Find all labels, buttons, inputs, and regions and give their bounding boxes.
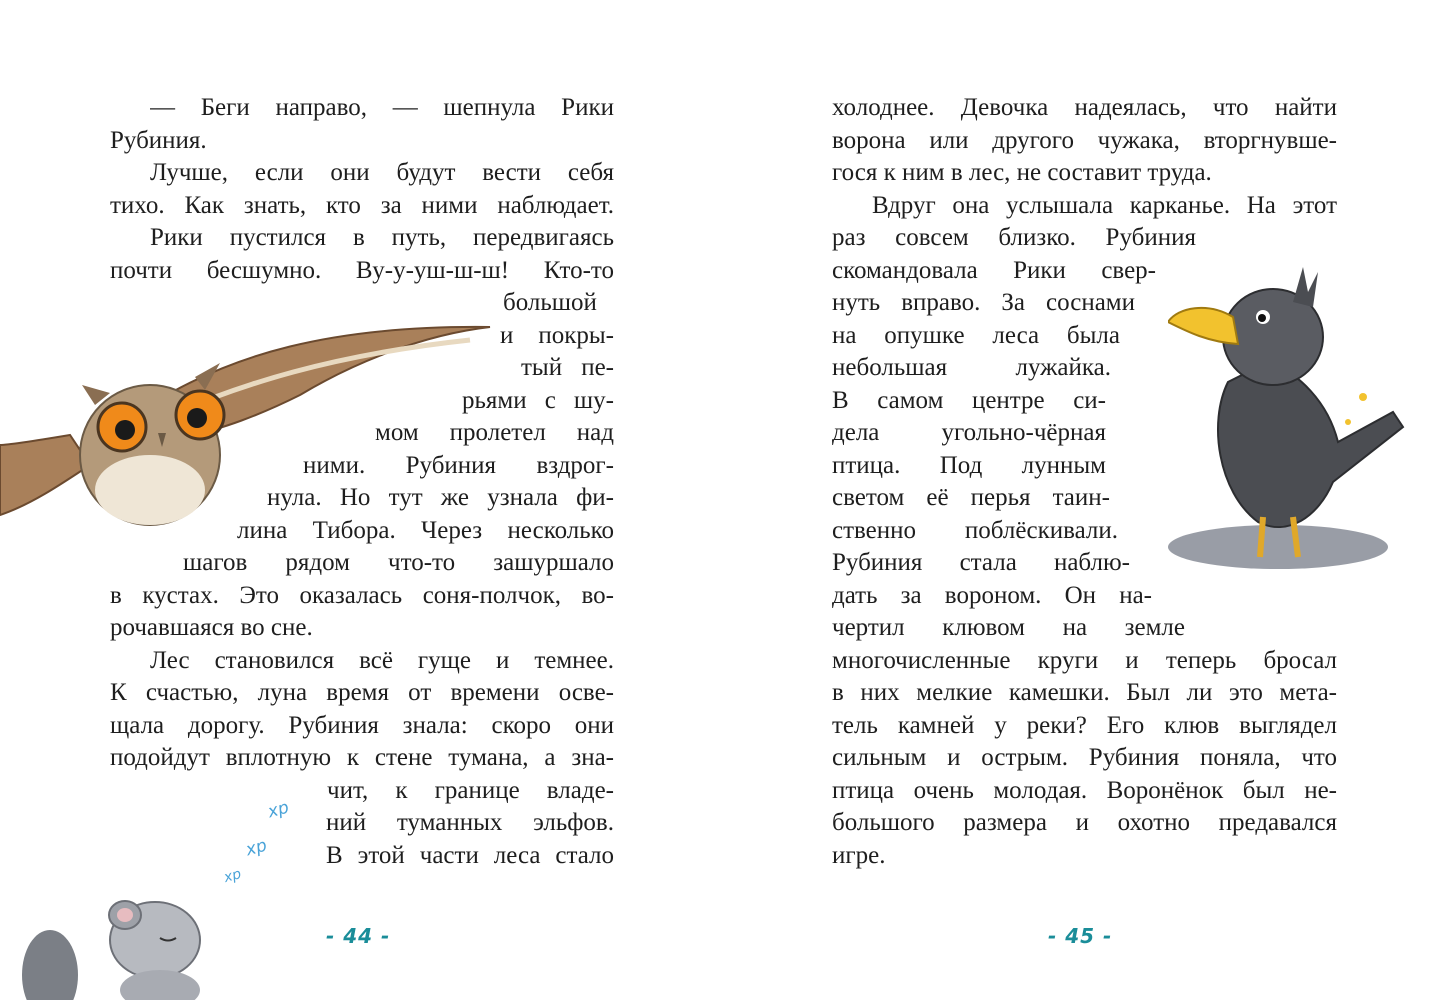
snore-text: хр (243, 835, 270, 861)
page-number: - 44 - (326, 924, 391, 948)
text-line: дать за вороном. Он на- (832, 581, 1152, 609)
text-line: гося к ним в лес, не составит труда. (832, 159, 1212, 186)
text-line: сильным и острым. Рубиния поняла, что (832, 744, 1337, 771)
text-line: дела угольно-чёрная (832, 419, 1106, 446)
left-page (0, 0, 722, 996)
text-line: многочисленные круги и теперь бросал (832, 646, 1337, 674)
text-line: Лучше, если они будут вести себя (150, 159, 614, 186)
text-line: В этой части леса стало (326, 841, 614, 869)
text-line: рьями с шу- (462, 386, 614, 414)
text-line: тый пе- (521, 354, 614, 381)
text-line: Рубиния. (110, 126, 207, 154)
text-line: большого размера и охотно предавался (832, 809, 1337, 836)
text-line: ворона или другого чужака, вторгнувше- (832, 126, 1337, 154)
text-line: тель камней у реки? Его клюв выглядел (832, 711, 1337, 739)
text-line: К счастью, луна время от времени осве- (110, 679, 614, 706)
text-line: нула. Но тут же узнала фи- (267, 484, 614, 511)
text-line: тихо. Как знать, кто за ними наблюдает. (110, 191, 614, 219)
text-line: лина Тибора. Через несколько (237, 516, 614, 544)
text-line: холоднее. Девочка надеялась, что найти (832, 94, 1337, 121)
text-line: в них мелкие камешки. Был ли это мета- (832, 679, 1337, 706)
text-line: ний туманных эльфов. (326, 809, 614, 836)
dormouse-illustration (20, 880, 230, 1000)
text-line: и покры- (500, 321, 614, 349)
text-line: шагов рядом что-то зашуршало (183, 549, 614, 576)
text-line: Вдруг она услышала карканье. На этот (872, 191, 1337, 219)
text-line: ними. Рубиния вздрог- (303, 451, 614, 479)
text-line: — Беги направо, — шепнула Рики (150, 94, 614, 121)
text-line: мом пролетел над (375, 419, 614, 446)
snore-text: хр (222, 866, 243, 886)
right-page (722, 0, 1445, 996)
text-line: нуть вправо. За соснами (832, 289, 1135, 316)
text-line: светом её перья таин- (832, 484, 1110, 511)
text-line: скомандовала Рики свер- (832, 256, 1156, 284)
text-line: чит, к границе владе- (327, 776, 614, 804)
snore-text: хр (265, 797, 292, 823)
text-line: почти бесшумно. Ву-у-уш-ш-ш! Кто-то (110, 256, 614, 284)
text-line: щала дорогу. Рубиния знала: скоро они (110, 711, 614, 739)
text-line: на опушке леса была (832, 321, 1120, 349)
text-line: Рики пустился в путь, передвигаясь (150, 224, 614, 251)
text-line: чертил клювом на земле (832, 614, 1185, 641)
text-line: игре. (832, 841, 886, 869)
text-line: птица. Под лунным (832, 451, 1106, 479)
text-line: птица очень молодая. Воронёнок был не- (832, 776, 1337, 804)
page-number: - 45 - (1048, 924, 1113, 948)
crow-illustration (1168, 262, 1413, 582)
text-line: Рубиния стала наблю- (832, 549, 1130, 576)
text-line: В самом центре си- (832, 386, 1106, 414)
text-line: раз совсем близко. Рубиния (832, 224, 1196, 251)
text-line: рочавшаяся во сне. (110, 614, 313, 641)
text-line: ственно поблёскивали. (832, 516, 1118, 544)
text-line: небольшая лужайка. (832, 354, 1111, 381)
text-line: большой (503, 289, 597, 316)
text-line: Лес становился всё гуще и темнее. (150, 646, 614, 674)
text-line: подойдут вплотную к стене тумана, а зна- (110, 744, 614, 771)
text-line: в кустах. Это оказалась соня-полчок, во- (110, 581, 614, 609)
